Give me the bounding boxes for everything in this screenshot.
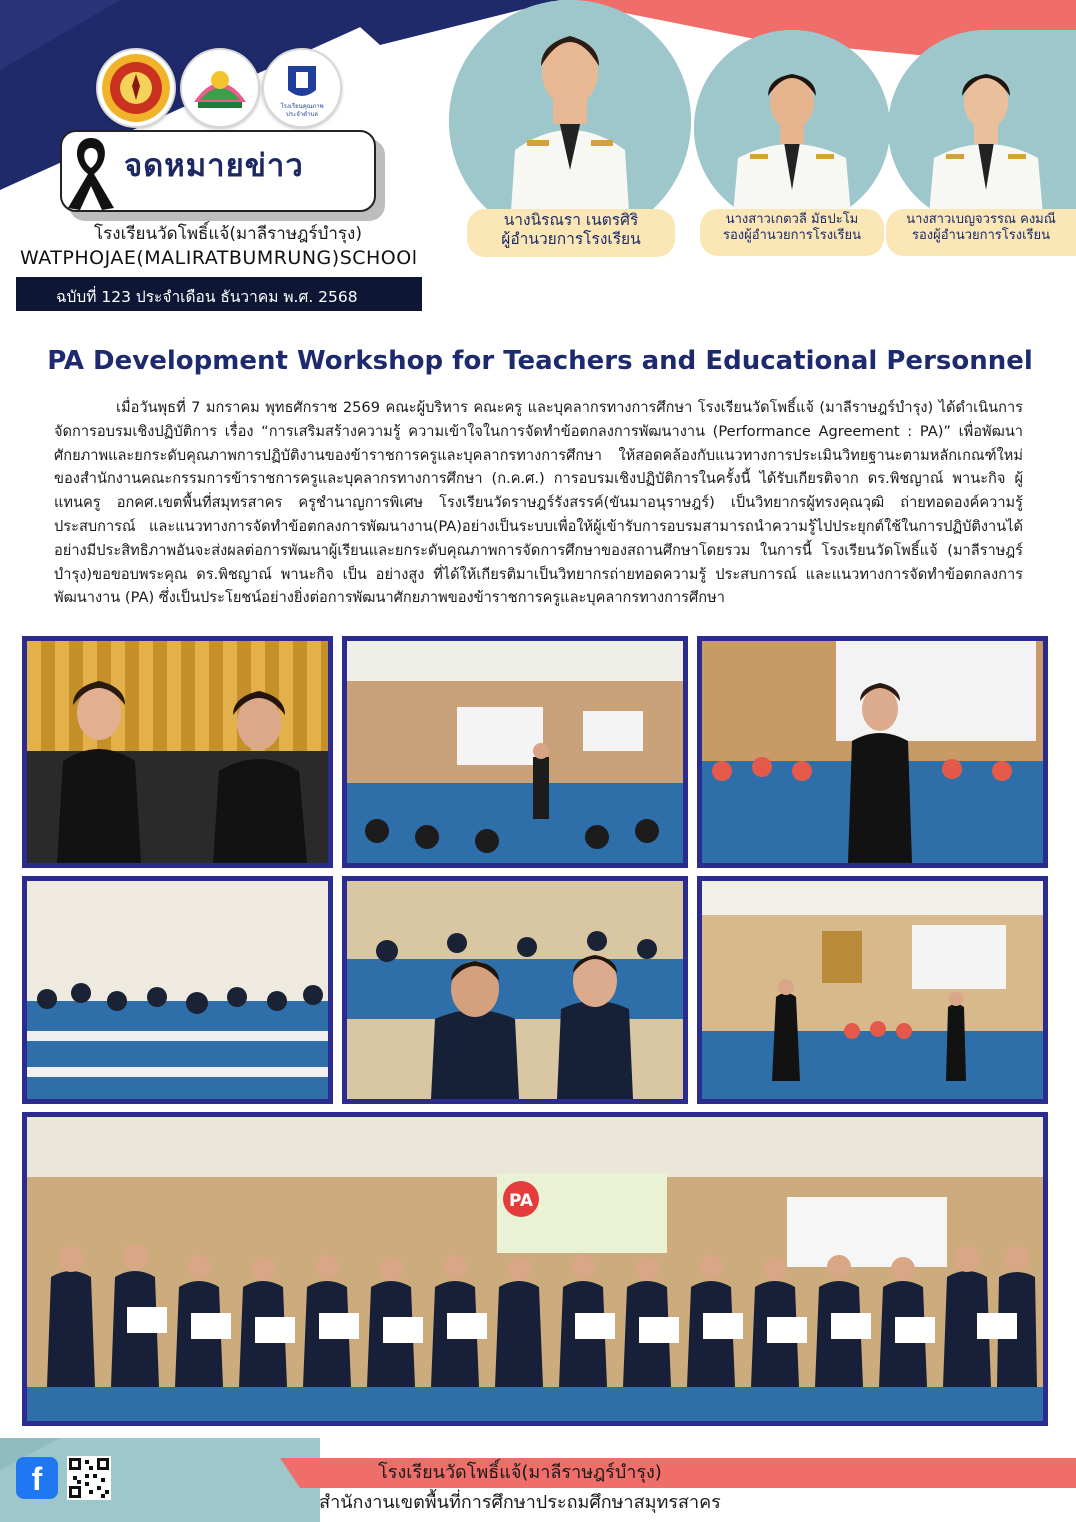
director-name-card [467,209,675,257]
director-portrait [449,0,691,242]
school-crest-logo [180,48,260,128]
facebook-icon[interactable]: f [16,1457,58,1499]
deputy2-portrait [888,30,1076,226]
school-name-english: WATPHOJAE(MALIRATBUMRUNG)SCHOOl [20,247,418,269]
qr-code-icon[interactable] [67,1456,111,1500]
deputy1-role: รองผู้อำนวยการโรงเรียน [722,228,862,244]
newsletter-title: จดหมายข่าว [124,148,304,184]
photo-participants-closeup [342,876,688,1104]
article-body [54,396,1023,610]
deputy2-role: รองผู้อำนวยการโรงเรียน [911,228,1051,244]
photo-speaker-hall-wide [342,636,688,868]
director-name: นางนิรณรา เนตรศิริ [503,211,639,229]
director-role: ผู้อำนวยการโรงเรียน [501,230,641,249]
photo-speaker-microphone [697,636,1048,868]
mourning-ribbon-icon [58,132,124,212]
pa-sign-text: PA [508,1191,534,1211]
photo-hall-presentation [697,876,1048,1104]
article-body-text: เมื่อวันพุธที่ 7 มกราคม พุทธศักราช 2569 คณะผู้บริหาร คณะครู และบุคลากรทางการศึกษา โรงเรียนวัดโพธิ์แจ้ (มาลีราษฎร์บำรุง) ได้ดำเนินการจัดการอบรมเชิงปฏิบัติการ เรื่อง “การเสริมสร้างความรู้ ความเข้าใจในการจัดทำข้อตกลงการพัฒนางาน (Performance Agreement : PA)” เพื่อพัฒนาศักยภาพและยกระดับคุณภาพการปฏิบัติงานของข้าราชการครูและบุคลากรทางการศึกษา ให้สอดคล้องกับแนวทางการประเมินวิทยฐานะตามหลักเกณฑ์ใหม่ของสำนักงานคณะกรรมการข้าราชการครูและบุคลากรทางการศึกษา (ก.ค.ศ.) การอบรมเชิงปฏิบัติการในครั้งนี้ ได้รับเกียรติจาก ดร.พิชญาณ์ พานะกิจ ผู้แทนครู อกคศ.เขตพื้นที่สมุทรสาคร ครูชำนาญการพิเศษ โรงเรียนวัดราษฎร์รังสรรค์(ขันมาอนุราษฎร์) เป็นวิทยากรผู้ทรงคุณวุฒิ ถ่ายทอดองค์ความรู้ ประสบการณ์ และแนวทางการจัดทำข้อตกลงการพัฒนางาน(PA)อย่างเป็นระบบเพื่อให้ผู้เข้ารับการอบรมสามารถนำความรู้ไปประยุกต์ใช้ในการปฏิบัติงานได้อย่างมีประสิทธิภาพอันจะส่งผลต่อการพัฒนาผู้เรียนและยกระดับคุณภาพการจัดการศึกษาของสถานศึกษาโดยรวม ในการนี้ โรงเรียนวัดโพธิ์แจ้ (มาลีราษฎร์บำรุง)ขอขอบพระคุณ ดร.พิชญาณ์ พานะกิจ เป็น อย่างสูง ที่ได้ให้เกียรติมาเป็นวิทยากรถ่ายทอดความรู้ ประสบการณ์ และแนวทางการจัดทำข้อตกลงการพัฒนางาน (PA) ซึ่งเป็นประโยชน์อย่างยิ่งต่อการพัฒนาศักยภาพของข้าราชการครูและบุคลากรทางการศึกษา [54,399,1023,607]
deputy1-portrait [694,30,890,226]
photo-group-certificates [22,1112,1048,1426]
photo-two-women-seated [22,636,333,868]
logo3-text-line2: ประจำตำบล [286,111,318,118]
school-name-thai: โรงเรียนวัดโพธิ์แจ้(มาลีราษฎร์บำรุง) [94,224,362,244]
deputy2-name: นางสาวเบญจวรรณ คงมณี [906,212,1056,227]
photo-participants-tables [22,876,333,1104]
footer-school-name: โรงเรียนวัดโพธิ์แจ้(มาลีราษฎร์บำรุง) [378,1462,662,1483]
article-title: PA Development Workshop for Teachers and Educational Personnel [47,346,1033,376]
quality-school-logo [262,48,342,128]
obec-seal-logo [96,48,176,128]
deputy1-name: นางสาวเกตวลี มัธปะโม [725,212,859,227]
deputy1-name-card [700,209,884,256]
footer-district-office: สำนักงานเขตพื้นที่การศึกษาประถมศึกษาสมุทรสาคร [319,1492,721,1513]
deputy2-name-card [886,209,1076,256]
issue-number: ฉบับที่ 123 ประจำเดือน ธันวาคม พ.ศ. 2568 [56,288,358,306]
logo3-text-line1: โรงเรียนคุณภาพ [280,103,324,110]
